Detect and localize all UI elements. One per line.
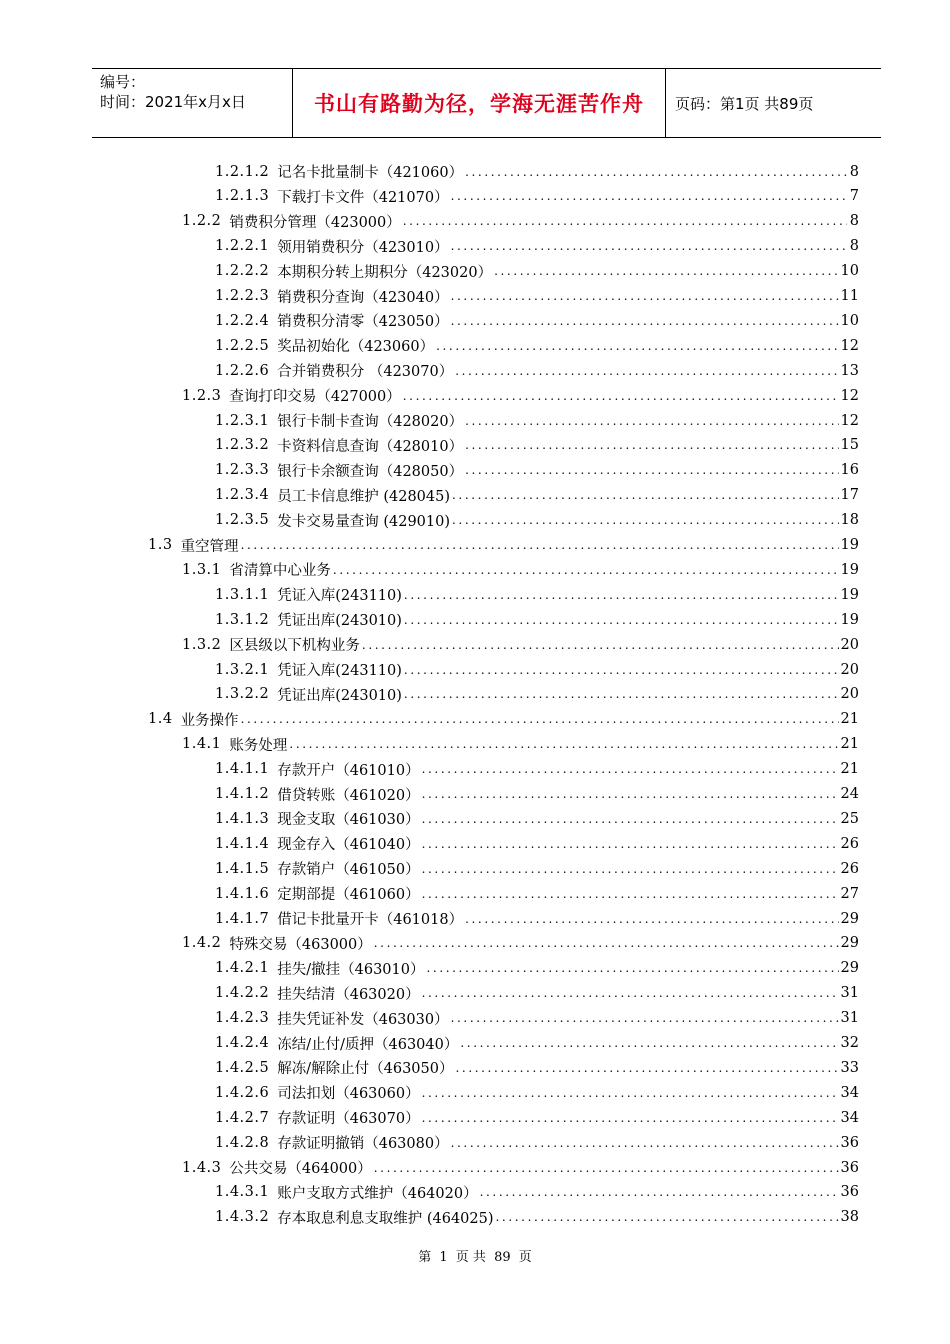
toc-dot-leader <box>426 961 838 975</box>
toc-entry-title: 区县级以下机构业务 <box>229 638 360 655</box>
toc-dot-leader <box>452 488 839 502</box>
toc-entry-number: 1.2.3.2 <box>215 437 270 454</box>
toc-entry-title: 借记卡批量开卡（461018） <box>277 912 464 928</box>
toc-entry-page: 20 <box>840 661 859 678</box>
footer-suffix: 页 <box>518 1250 532 1265</box>
toc-entry-page: 29 <box>840 935 859 952</box>
toc-entry-title: 存款证明（463070） <box>277 1111 420 1128</box>
toc-entry-page: 36 <box>840 1134 859 1151</box>
toc-entry-page: 29 <box>840 910 859 927</box>
toc-entry-page: 21 <box>840 711 859 728</box>
toc-entry-page: 36 <box>840 1159 859 1176</box>
toc-entry-number: 1.4.1.2 <box>215 786 270 802</box>
toc-dot-leader <box>451 239 847 253</box>
toc-entry-page: 33 <box>840 1059 859 1076</box>
toc-entry-number: 1.4.3 <box>182 1159 222 1176</box>
toc-dot-leader <box>451 189 847 203</box>
header-motto: 书山有路勤为径，学海无涯苦作舟 <box>314 92 644 116</box>
toc-entry-page: 8 <box>849 238 859 255</box>
toc-entry-title: 记名卡批量制卡（421060） <box>277 165 464 181</box>
toc-entry-number: 1.4.1.3 <box>215 810 270 827</box>
toc-entry[interactable] <box>215 308 859 333</box>
toc-entry-page: 17 <box>840 487 859 504</box>
toc-entry-title: 下载打卡文件（421070） <box>277 189 449 206</box>
toc-entry-title: 挂失结清（463020） <box>277 986 420 1003</box>
toc-entry[interactable] <box>215 1055 859 1080</box>
toc-entry-number: 1.4.2.3 <box>215 1010 270 1027</box>
toc-entry-number: 1.4.2.8 <box>215 1134 270 1151</box>
toc-entry-number: 1.4.2.2 <box>215 985 270 1002</box>
toc-entry-number: 1.2.3.4 <box>215 487 270 504</box>
toc-entry-number: 1.2.3 <box>182 387 222 404</box>
toc-entry[interactable] <box>215 483 859 508</box>
toc-entry[interactable] <box>148 707 859 732</box>
toc-entry-page: 24 <box>840 786 859 802</box>
toc-entry-title: 业务操作 <box>180 712 239 729</box>
toc-entry-page: 26 <box>840 860 859 877</box>
toc-entry-number: 1.2.2.4 <box>215 312 270 329</box>
toc-entry-page: 13 <box>840 362 859 379</box>
toc-entry-number: 1.3.2.1 <box>215 661 270 678</box>
toc-dot-leader <box>451 1136 839 1150</box>
toc-entry-page: 19 <box>840 611 859 628</box>
toc-dot-leader <box>436 339 838 353</box>
toc-entry-title: 凭证入库(243110) <box>277 663 402 679</box>
toc-entry-title: 存款开户（461010） <box>277 762 420 779</box>
toc-entry-title: 借贷转账（461020） <box>277 787 420 804</box>
toc-dot-leader <box>404 613 839 627</box>
toc-entry-number: 1.4.2 <box>182 935 222 952</box>
toc-entry[interactable] <box>215 981 859 1006</box>
toc-entry-number: 1.3.1.2 <box>215 611 270 628</box>
header-motto-cell <box>293 69 666 137</box>
toc-entry-title: 销费积分查询（423040） <box>277 289 449 306</box>
toc-entry[interactable] <box>215 831 859 856</box>
toc-entry-number: 1.2.3.1 <box>215 412 270 429</box>
toc-entry-title: 卡资料信息查询（428010） <box>277 438 464 455</box>
toc-dot-leader <box>451 1011 839 1025</box>
toc-entry[interactable] <box>182 732 859 757</box>
toc-entry-title: 冻结/止付/质押（463040） <box>277 1036 459 1053</box>
toc-entry[interactable] <box>215 259 859 284</box>
toc-entry[interactable] <box>182 1155 859 1180</box>
toc-entry[interactable] <box>215 408 859 433</box>
toc-entry-page: 38 <box>840 1209 859 1226</box>
toc-entry-page: 34 <box>840 1109 859 1126</box>
toc-entry-page: 29 <box>840 960 859 977</box>
toc-entry-number: 1.4.1.1 <box>215 761 270 778</box>
toc-entry[interactable] <box>215 1205 859 1230</box>
toc-entry-page: 11 <box>840 288 859 304</box>
header-page-cell <box>666 69 881 137</box>
toc-entry[interactable] <box>182 931 859 956</box>
toc-entry-title: 存款销户（461050） <box>277 862 420 879</box>
toc-entry[interactable] <box>215 1130 859 1155</box>
page-footer <box>0 1246 950 1265</box>
toc-entry[interactable] <box>215 508 859 533</box>
toc-dot-leader <box>422 1086 839 1100</box>
toc-entry-number: 1.2.3.3 <box>215 462 270 479</box>
toc-entry[interactable] <box>182 632 859 657</box>
toc-dot-leader <box>241 712 839 726</box>
footer-middle: 页 共 <box>455 1250 486 1265</box>
toc-entry-title: 员工卡信息维护 (428045) <box>277 488 451 505</box>
toc-entry-number: 1.2.1.2 <box>215 163 270 180</box>
footer-prefix: 第 <box>418 1250 432 1265</box>
toc-entry-page: 19 <box>840 537 859 553</box>
header-page-info: 页码：第1页 共89页 <box>675 94 814 113</box>
toc-entry-number: 1.2.2.2 <box>215 263 270 280</box>
toc-entry-title: 公共交易（464000） <box>229 1161 372 1177</box>
toc-entry[interactable] <box>215 582 859 607</box>
toc-entry-title: 现金存入（461040） <box>277 837 420 854</box>
toc-entry-page: 8 <box>849 163 859 180</box>
toc-entry[interactable] <box>215 1031 859 1056</box>
toc-entry[interactable] <box>215 782 859 807</box>
toc-entry-page: 16 <box>840 462 859 479</box>
toc-dot-leader <box>422 837 839 851</box>
toc-entry-number: 1.2.1.3 <box>215 188 270 205</box>
toc-entry[interactable] <box>215 806 859 831</box>
toc-entry-page: 21 <box>840 761 859 778</box>
toc-entry-number: 1.4.2.4 <box>215 1035 270 1051</box>
toc-entry-title: 奖品初始化（423060） <box>277 339 435 356</box>
toc-entry-title: 账户支取方式维护（464020） <box>277 1185 478 1202</box>
toc-entry-title: 挂失/撤挂（463010） <box>277 961 425 978</box>
toc-entry-number: 1.4.2.5 <box>215 1059 270 1076</box>
toc-entry-title: 司法扣划（463060） <box>277 1086 420 1103</box>
footer-total-pages: 89 <box>494 1250 511 1265</box>
toc-entry[interactable] <box>215 906 859 931</box>
toc-entry-page: 8 <box>849 213 859 230</box>
toc-entry-page: 31 <box>840 1010 859 1027</box>
toc-entry-page: 27 <box>840 885 859 902</box>
toc-dot-leader <box>455 364 838 378</box>
toc-dot-leader <box>333 563 839 577</box>
toc-entry[interactable] <box>182 383 859 408</box>
toc-dot-leader <box>422 986 839 1000</box>
toc-entry-page: 15 <box>840 437 859 454</box>
toc-entry-title: 现金支取（461030） <box>277 812 420 829</box>
toc-dot-leader <box>404 663 839 677</box>
toc-entry-number: 1.4.1.7 <box>215 910 270 927</box>
toc-dot-leader <box>422 862 839 876</box>
toc-entry-number: 1.3.2 <box>182 636 222 653</box>
toc-entry-number: 1.4.3.1 <box>215 1184 270 1201</box>
toc-dot-leader <box>422 887 839 901</box>
toc-entry[interactable] <box>215 333 859 358</box>
toc-entry[interactable] <box>215 956 859 981</box>
document-code-label: 编号： <box>100 73 146 91</box>
toc-entry-page: 34 <box>840 1084 859 1101</box>
toc-dot-leader <box>422 762 839 776</box>
toc-entry-number: 1.4.2.6 <box>215 1084 270 1101</box>
toc-entry-page: 19 <box>840 586 859 603</box>
toc-entry-title: 凭证出库(243010) <box>277 687 402 704</box>
toc-dot-leader <box>422 787 839 801</box>
toc-entry-page: 7 <box>849 188 859 205</box>
toc-entry-page: 12 <box>840 387 859 404</box>
toc-dot-leader <box>480 1185 839 1199</box>
toc-dot-leader <box>289 737 838 751</box>
toc-dot-leader <box>455 1061 838 1075</box>
toc-entry-number: 1.3.1 <box>182 561 222 578</box>
toc-entry-title: 销费积分管理（423000） <box>229 214 401 231</box>
toc-entry-page: 19 <box>840 561 859 578</box>
toc-dot-leader <box>465 463 838 477</box>
toc-entry-title: 合并销费积分 （423070） <box>277 364 454 381</box>
toc-dot-leader <box>241 538 839 552</box>
toc-dot-leader <box>465 438 838 452</box>
toc-entry-number: 1.4.2.1 <box>215 960 270 977</box>
toc-entry-title: 账务处理 <box>229 737 288 754</box>
toc-dot-leader <box>465 414 838 428</box>
toc-entry-number: 1.4.2.7 <box>215 1109 270 1126</box>
toc-entry-number: 1.2.2 <box>182 213 222 230</box>
toc-entry-title: 重空管理 <box>180 538 239 555</box>
toc-entry[interactable] <box>215 184 859 209</box>
toc-entry[interactable] <box>215 1080 859 1105</box>
toc-dot-leader <box>403 214 847 228</box>
toc-dot-leader <box>404 588 839 602</box>
toc-dot-leader <box>452 513 839 527</box>
toc-entry[interactable] <box>215 607 859 632</box>
toc-dot-leader <box>496 1210 839 1224</box>
footer-page-number: 1 <box>439 1250 448 1265</box>
document-time-label: 时间：2021年x月x日 <box>100 93 246 111</box>
toc-entry[interactable] <box>215 1180 859 1205</box>
toc-entry-title: 省清算中心业务 <box>229 563 331 580</box>
toc-entry-page: 10 <box>840 263 859 280</box>
toc-entry[interactable] <box>215 682 859 707</box>
toc-dot-leader <box>465 165 847 179</box>
toc-entry-page: 20 <box>840 686 859 703</box>
toc-entry-number: 1.4 <box>148 711 173 728</box>
toc-entry-title: 本期积分转上期积分（423020） <box>277 264 493 281</box>
toc-dot-leader <box>403 389 839 403</box>
toc-entry-number: 1.4.3.2 <box>215 1209 270 1226</box>
toc-entry-title: 特殊交易（463000） <box>229 936 372 953</box>
toc-entry[interactable] <box>215 159 859 184</box>
toc-entry[interactable] <box>215 433 859 458</box>
toc-entry-title: 凭证入库(243110) <box>277 588 402 605</box>
toc-dot-leader <box>362 638 839 652</box>
toc-dot-leader <box>374 1161 839 1175</box>
toc-entry-page: 20 <box>840 636 859 653</box>
toc-entry[interactable] <box>182 557 859 582</box>
toc-dot-leader <box>494 264 838 278</box>
toc-entry-number: 1.2.2.6 <box>215 362 270 379</box>
toc-entry-page: 31 <box>840 985 859 1002</box>
toc-entry-number: 1.3 <box>148 537 173 553</box>
toc-entry-title: 查询打印交易（427000） <box>229 389 401 406</box>
toc-entry-title: 挂失凭证补发（463030） <box>277 1011 449 1028</box>
toc-entry-title: 销费积分清零（423050） <box>277 314 449 331</box>
toc-entry[interactable] <box>215 458 859 483</box>
toc-entry-title: 发卡交易量查询 (429010) <box>277 513 451 530</box>
toc-entry-title: 解冻/解除止付（463050） <box>277 1061 454 1078</box>
toc-entry[interactable] <box>215 234 859 259</box>
toc-dot-leader <box>422 812 839 826</box>
toc-entry-number: 1.2.2.3 <box>215 288 270 304</box>
toc-dot-leader <box>374 936 839 950</box>
toc-entry-page: 21 <box>840 736 859 753</box>
toc-entry-number: 1.4.1.5 <box>215 860 270 877</box>
toc-entry-title: 定期部提（461060） <box>277 887 420 904</box>
toc-dot-leader <box>451 314 839 328</box>
toc-dot-leader <box>451 289 839 303</box>
toc-entry-page: 18 <box>840 512 859 529</box>
toc-entry-title: 领用销费积分（423010） <box>277 239 449 256</box>
toc-dot-leader <box>460 1036 838 1050</box>
toc-entry[interactable] <box>182 209 859 234</box>
toc-entry-title: 银行卡制卡查询（428020） <box>277 414 464 430</box>
toc-entry-page: 25 <box>840 810 859 827</box>
toc-entry-number: 1.2.2.1 <box>215 238 270 255</box>
toc-entry-title: 凭证出库(243010) <box>277 613 402 630</box>
toc-entry[interactable] <box>148 533 859 558</box>
toc-entry[interactable] <box>215 1105 859 1130</box>
toc-entry-number: 1.2.2.5 <box>215 337 270 354</box>
toc-entry-number: 1.3.1.1 <box>215 586 270 603</box>
toc-entry[interactable] <box>215 757 859 782</box>
toc-entry-number: 1.4.1.6 <box>215 885 270 902</box>
toc-entry-page: 32 <box>840 1035 859 1051</box>
toc-dot-leader <box>404 687 839 701</box>
toc-entry-title: 存款证明撤销（463080） <box>277 1136 449 1153</box>
toc-entry-page: 12 <box>840 412 859 429</box>
toc-entry-page: 36 <box>840 1184 859 1201</box>
toc-entry[interactable] <box>215 358 859 383</box>
toc-entry[interactable] <box>215 1006 859 1031</box>
toc-entry-title: 银行卡余额查询（428050） <box>277 463 464 480</box>
toc-entry-page: 26 <box>840 835 859 852</box>
toc-dot-leader <box>465 912 838 926</box>
toc-entry[interactable] <box>215 657 859 682</box>
toc-entry[interactable] <box>215 284 859 309</box>
toc-entry-number: 1.2.3.5 <box>215 512 270 529</box>
toc-dot-leader <box>422 1111 839 1125</box>
toc-entry-title: 存本取息利息支取维护 (464025) <box>277 1210 494 1227</box>
toc-entry-number: 1.3.2.2 <box>215 686 270 703</box>
toc-entry[interactable] <box>215 881 859 906</box>
header-meta-cell <box>92 69 293 137</box>
toc-entry-number: 1.4.1.4 <box>215 835 270 852</box>
toc-entry-page: 10 <box>840 312 859 329</box>
toc-entry-page: 12 <box>840 337 859 354</box>
page-header <box>92 68 881 138</box>
toc-entry[interactable] <box>215 856 859 881</box>
toc-entry-number: 1.4.1 <box>182 736 222 753</box>
